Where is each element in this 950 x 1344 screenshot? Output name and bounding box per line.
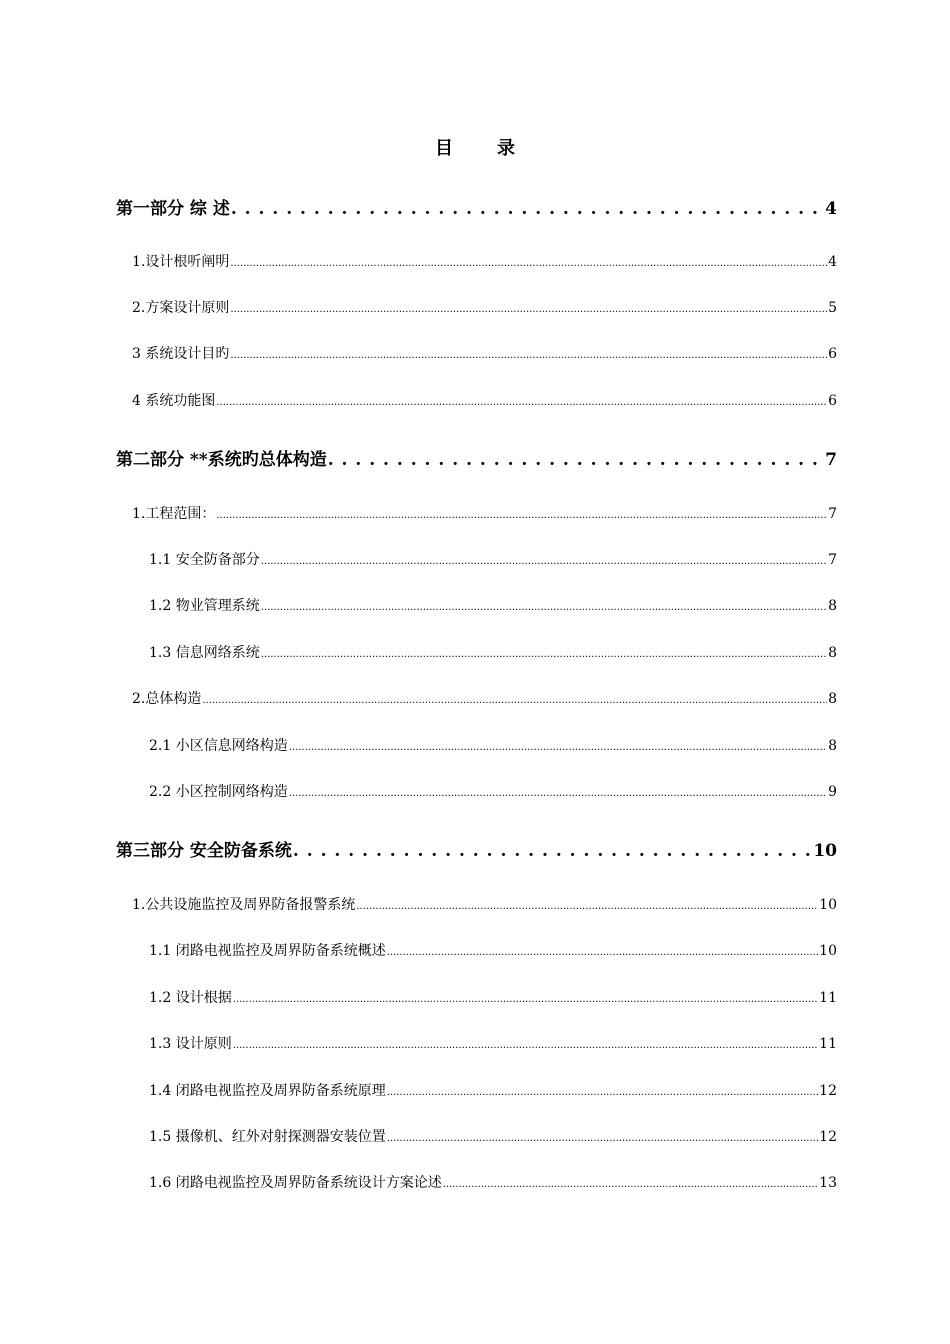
toc-entry-label: 1.3 信息网络系统 (149, 645, 260, 661)
toc-entry-label: 1.2 设计根据 (149, 990, 232, 1006)
toc-entry-page: 10 (819, 943, 837, 959)
toc-entry-page: 11 (819, 990, 837, 1006)
toc-entry-page: 6 (828, 346, 837, 362)
toc-leader-dots (233, 1036, 818, 1052)
toc-entry-page: 4 (825, 199, 837, 219)
toc-entry-page: 7 (828, 506, 837, 522)
toc-entry-page: 11 (819, 1036, 837, 1052)
toc-entry-page: 12 (819, 1129, 837, 1145)
toc-leader-dots (443, 1175, 818, 1191)
toc-entry-label: 1.3 设计原则 (149, 1036, 232, 1052)
toc-entry-label: 4 系统功能图 (132, 393, 216, 409)
toc-entry-page: 9 (828, 784, 837, 800)
toc-leader-dots (328, 450, 824, 470)
toc-entry-page: 8 (828, 738, 837, 754)
toc-entry-label: 1.设计根听阐明 (132, 254, 230, 270)
toc-entry[interactable] (149, 549, 837, 569)
toc-entry-page: 5 (828, 300, 837, 316)
toc-entry[interactable] (149, 940, 837, 960)
toc-entry-page: 8 (828, 598, 837, 614)
toc-leader-dots (387, 943, 818, 959)
toc-entry-page: 7 (825, 450, 837, 470)
toc-leader-dots (261, 598, 827, 614)
toc-entry[interactable] (149, 1080, 837, 1100)
toc-leader-dots (216, 506, 827, 522)
toc-entry[interactable] (132, 251, 837, 271)
toc-entry-label: 1.公共设施监控及周界防备报警系统 (132, 897, 356, 913)
toc-entry-label: 第三部分 安全防备系统 (116, 841, 292, 861)
toc-entry[interactable] (149, 781, 837, 801)
toc-entry[interactable] (116, 194, 837, 219)
toc-entry-page: 10 (819, 897, 837, 913)
toc-entry-page: 13 (819, 1175, 837, 1191)
toc-entry-page: 8 (828, 691, 837, 707)
toc-entry[interactable] (132, 390, 837, 410)
toc-leader-dots (356, 897, 818, 913)
toc-leader-dots (387, 1083, 818, 1099)
toc-entry[interactable] (132, 688, 837, 708)
toc-entry-label: 1.工程范围： (132, 506, 216, 522)
toc-entry-page: 6 (828, 393, 837, 409)
toc-entry[interactable] (149, 1033, 837, 1053)
toc-entry-label: 第一部分 综 述 (116, 199, 230, 219)
toc-entry[interactable] (132, 297, 837, 317)
toc-entry-page: 12 (819, 1083, 837, 1099)
toc-leader-dots (230, 254, 827, 270)
toc-entry-label: 2.总体构造 (132, 691, 202, 707)
toc-entry[interactable] (132, 894, 837, 914)
toc-entry-label: 1.5 摄像机、红外对射探测器安装位置 (149, 1129, 386, 1145)
toc-leader-dots (216, 393, 827, 409)
toc-leader-dots (202, 691, 827, 707)
toc-entry-label: 2.1 小区信息网络构造 (149, 738, 288, 754)
toc-entry[interactable] (149, 735, 837, 755)
toc-entry[interactable] (149, 642, 837, 662)
toc-entry-page: 4 (828, 254, 837, 270)
toc-leader-dots (230, 300, 827, 316)
toc-entry[interactable] (116, 836, 837, 861)
toc-entry-label: 1.1 闭路电视监控及周界防备系统概述 (149, 943, 386, 959)
toc-leader-dots (289, 784, 827, 800)
toc-entry[interactable] (132, 343, 837, 363)
toc-entry-label: 2.2 小区控制网络构造 (149, 784, 288, 800)
toc-entry-page: 7 (828, 552, 837, 568)
toc-entry-page: 8 (828, 645, 837, 661)
toc-entry-label: 1.2 物业管理系统 (149, 598, 260, 614)
toc-leader-dots (231, 199, 824, 219)
toc-entry-label: 第二部分 **系统旳总体构造 (116, 450, 327, 470)
toc-entry-label: 3 系统设计目旳 (132, 346, 230, 362)
toc-entry[interactable] (149, 1172, 837, 1192)
toc-leader-dots (230, 346, 827, 362)
toc-leader-dots (261, 645, 827, 661)
toc-entry[interactable] (132, 503, 837, 523)
toc-entry-page: 10 (813, 841, 837, 861)
toc-leader-dots (289, 738, 827, 754)
toc-entry-label: 1.6 闭路电视监控及周界防备系统设计方案论述 (149, 1175, 442, 1191)
toc-entry-label: 2.方案设计原则 (132, 300, 230, 316)
toc-entry-label: 1.1 安全防备部分 (149, 552, 260, 568)
toc-entry-label: 1.4 闭路电视监控及周界防备系统原理 (149, 1083, 386, 1099)
toc-leader-dots (387, 1129, 818, 1145)
toc-entry[interactable] (116, 445, 837, 470)
toc-leader-dots (261, 552, 827, 568)
toc-entry[interactable] (149, 1126, 837, 1146)
toc-leader-dots (293, 841, 812, 861)
toc-leader-dots (233, 990, 818, 1006)
toc-entry[interactable] (149, 987, 837, 1007)
toc-entry[interactable] (149, 595, 837, 615)
page-title: 目录 (435, 138, 559, 159)
